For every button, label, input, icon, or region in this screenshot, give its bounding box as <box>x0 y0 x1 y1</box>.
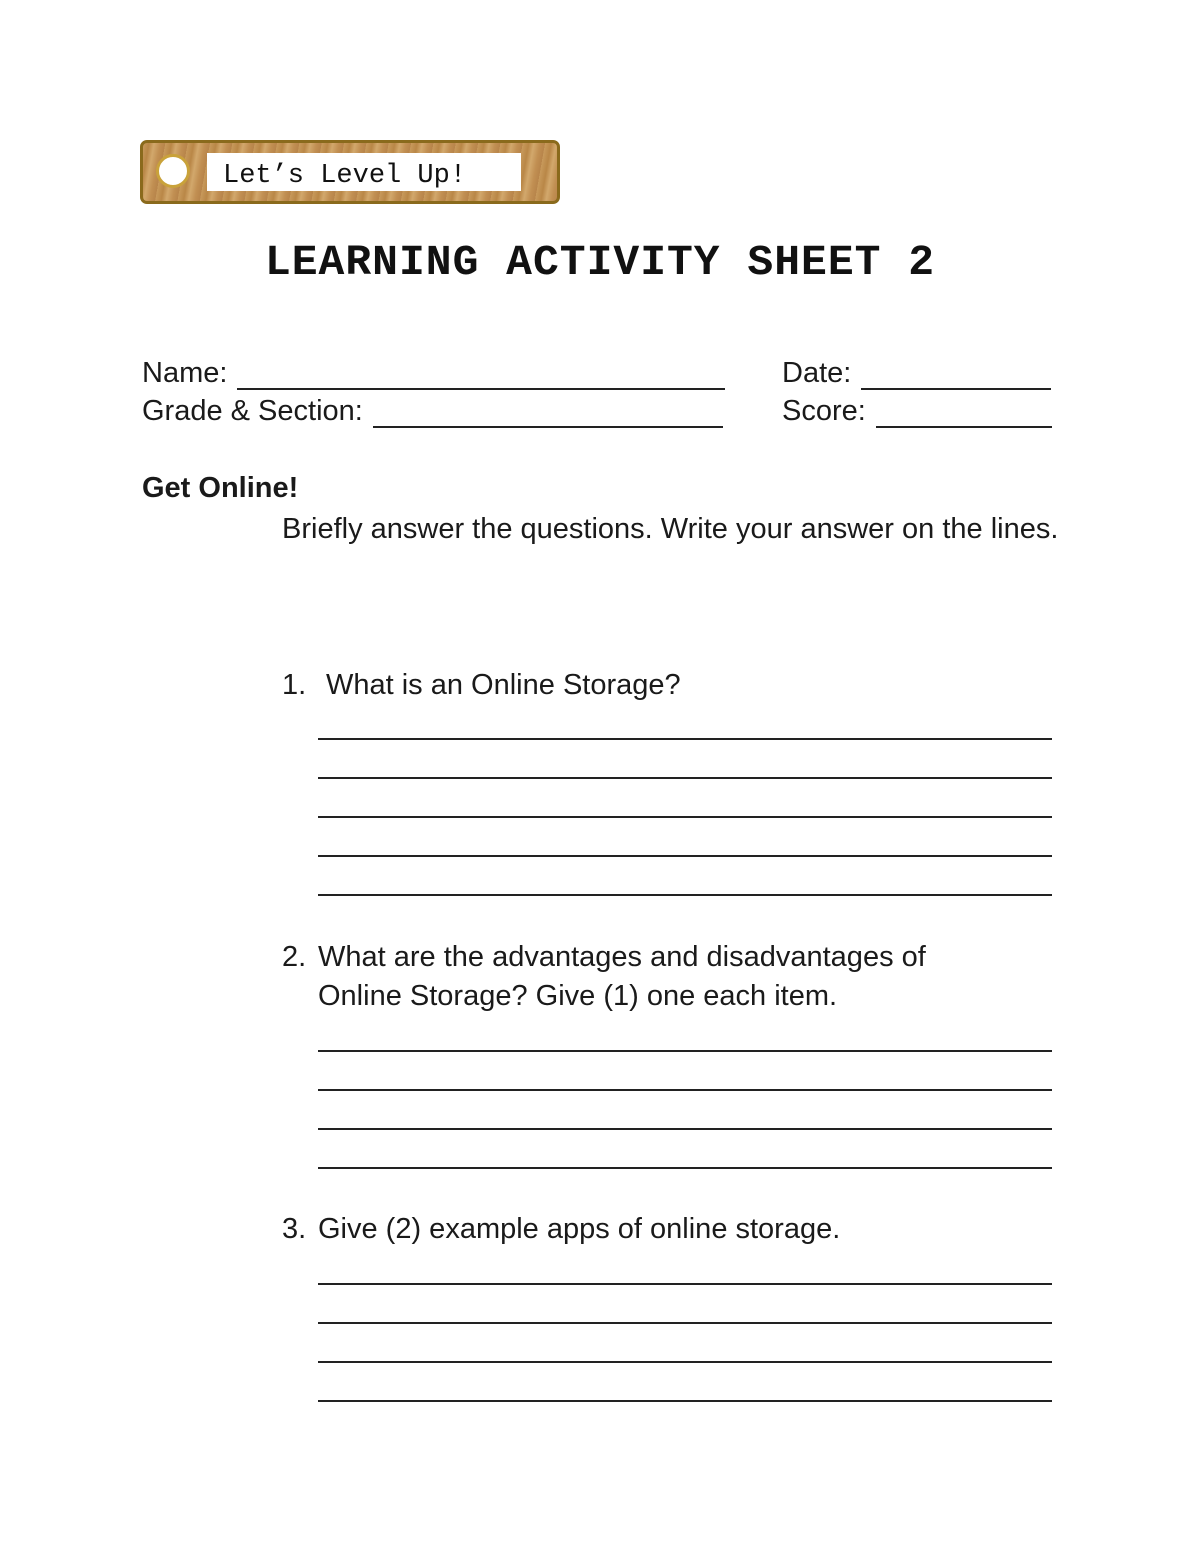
question-2 <box>282 938 998 1016</box>
circle-icon <box>156 154 190 188</box>
answer-line[interactable] <box>318 1089 1052 1091</box>
page-title: LEARNING ACTIVITY SHEET 2 <box>264 238 936 287</box>
answer-line[interactable] <box>318 1167 1052 1169</box>
answer-line[interactable] <box>318 894 1052 896</box>
grade-section-blank-line[interactable] <box>373 400 723 428</box>
instructions-text: Briefly answer the questions. Write your answer on the lines. <box>282 513 1059 545</box>
question-number: 1. <box>282 669 307 701</box>
answer-line[interactable] <box>318 816 1052 818</box>
score-label: Score: <box>782 395 866 427</box>
grade-section-field <box>142 394 723 428</box>
date-blank-line[interactable] <box>861 362 1051 390</box>
name-label: Name: <box>142 357 228 389</box>
answer-line[interactable] <box>318 855 1052 857</box>
date-field <box>782 356 1051 390</box>
grade-section-label: Grade & Section: <box>142 395 363 427</box>
question-number: 2. <box>282 941 307 973</box>
question-text: What is an Online Storage? <box>326 669 681 701</box>
score-blank-line[interactable] <box>876 400 1052 428</box>
score-field <box>782 394 1052 428</box>
answer-line[interactable] <box>318 1283 1052 1285</box>
section-heading: Get Online! <box>142 472 299 504</box>
question-number: 3. <box>282 1213 307 1245</box>
answer-line[interactable] <box>318 1400 1052 1402</box>
answer-line[interactable] <box>318 1361 1052 1363</box>
answer-line[interactable] <box>318 1128 1052 1130</box>
date-label: Date: <box>782 357 852 389</box>
answer-line[interactable] <box>318 777 1052 779</box>
question-1 <box>282 666 681 705</box>
answer-line[interactable] <box>318 738 1052 740</box>
question-text: What are the advantages and disadvantages of Online Storage? Give (1) one each item. <box>318 941 926 1012</box>
level-up-banner <box>140 140 560 204</box>
question-text: Give (2) example apps of online storage. <box>318 1213 841 1245</box>
name-field <box>142 356 725 390</box>
banner-label: Let’s Level Up! <box>207 153 521 191</box>
answer-line[interactable] <box>318 1050 1052 1052</box>
answer-line[interactable] <box>318 1322 1052 1324</box>
name-blank-line[interactable] <box>237 362 725 390</box>
question-3 <box>282 1210 840 1249</box>
